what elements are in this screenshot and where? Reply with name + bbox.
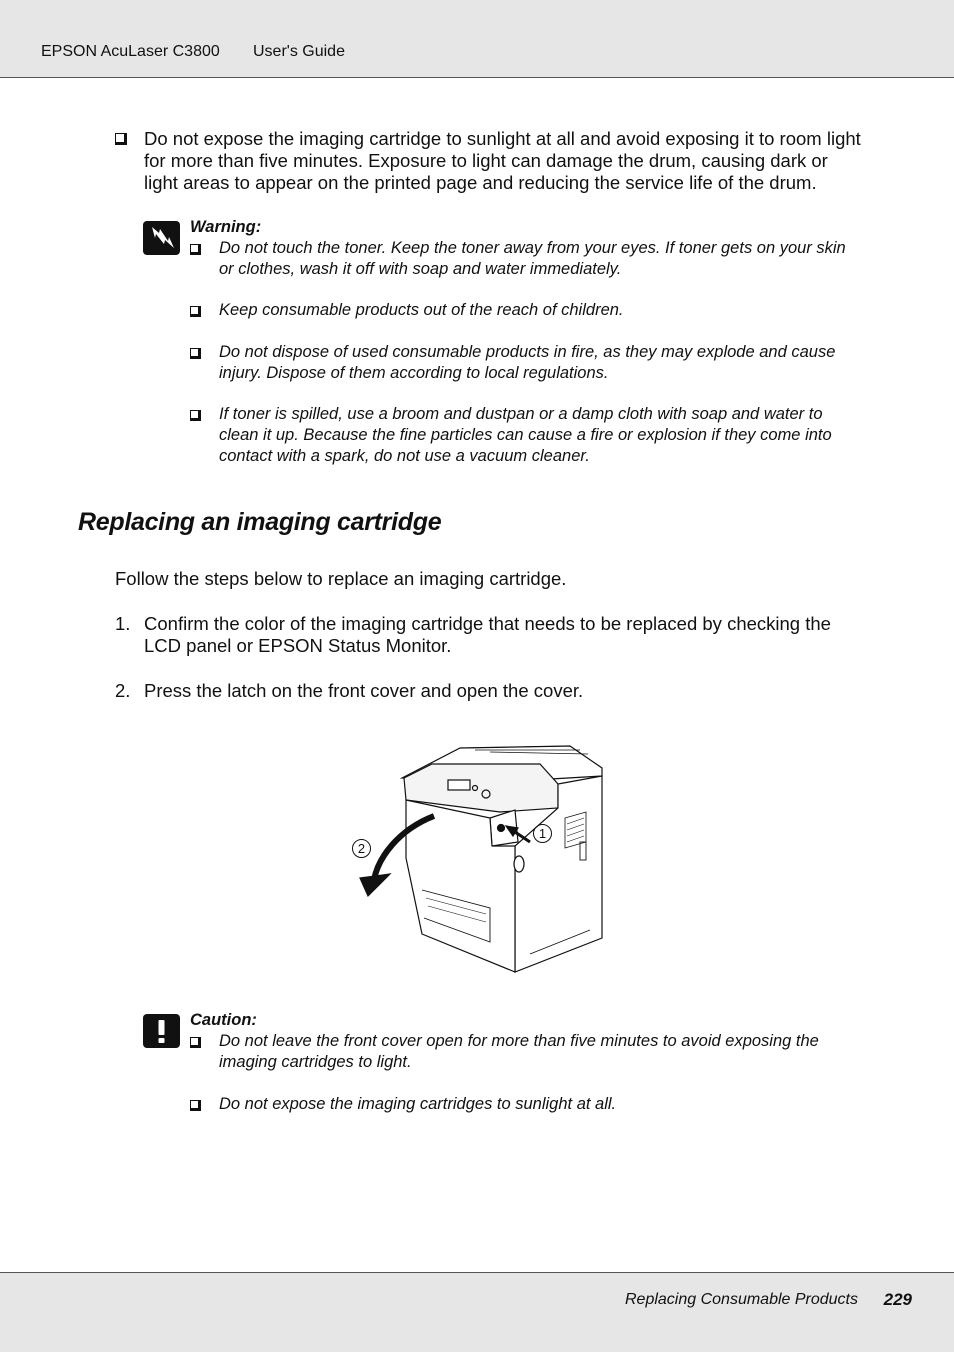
product-name: EPSON AcuLaser C3800 [41,43,220,60]
warning-item: If toner is spilled, use a broom and dustpan or a damp cloth with soap and water to clean it up. Because the fine particles can cause a fire or explosion if they come into contact with a spark, do not use a vacuum cleaner. [219,405,832,465]
page-header [0,0,954,78]
step-text: Confirm the color of the imaging cartridge that needs to be replaced by checking the LCD panel or EPSON Status Monitor. [144,613,831,656]
bullet-checkbox [190,244,201,255]
bullet-checkbox [190,1100,201,1111]
footer-section-title: Replacing Consumable Products [624,1291,858,1308]
guide-title: User's Guide [253,43,345,60]
callout-2: 2 [352,839,371,858]
step-text: Press the latch on the front cover and open the cover. [144,680,584,701]
bullet-checkbox [190,306,201,317]
warning-item: Keep consumable products out of the reach of children. [219,301,624,319]
page-footer [0,1272,954,1352]
exclamation-caution-icon [143,1014,180,1048]
bullet-checkbox [190,1037,201,1048]
warning-item: Do not dispose of used consumable products in fire, as they may explode and cause injury. Dispose of them according to local regulations. [219,343,836,382]
caution-item: Do not expose the imaging cartridges to sunlight at all. [219,1095,617,1113]
bullet-checkbox [190,410,201,421]
warning-title: Warning: [190,218,262,236]
intro-bullet-text: Do not expose the imaging cartridge to sunlight at all and avoid exposing it to room light for more than five minutes. Exposure to light can damage the drum, causing dark or light areas to appear on the printed page and reducing the service life of the drum. [144,128,861,193]
step-number: 2. [115,680,131,701]
section-intro: Follow the steps below to replace an imaging cartridge. [115,568,567,589]
caution-title: Caution: [190,1011,257,1029]
lightning-warning-icon [143,221,180,255]
printer-illustration [340,738,620,978]
bullet-checkbox [115,133,127,145]
section-heading: Replacing an imaging cartridge [78,508,442,536]
page-number: 229 [883,1290,912,1309]
warning-item: Do not touch the toner. Keep the toner away from your eyes. If toner gets on your skin or clothes, wash it off with soap and water immediately. [219,239,846,278]
caution-item: Do not leave the front cover open for more than five minutes to avoid exposing the imaging cartridges to light. [219,1032,819,1071]
bullet-checkbox [190,348,201,359]
callout-1: 1 [533,824,552,843]
step-number: 1. [115,613,131,634]
